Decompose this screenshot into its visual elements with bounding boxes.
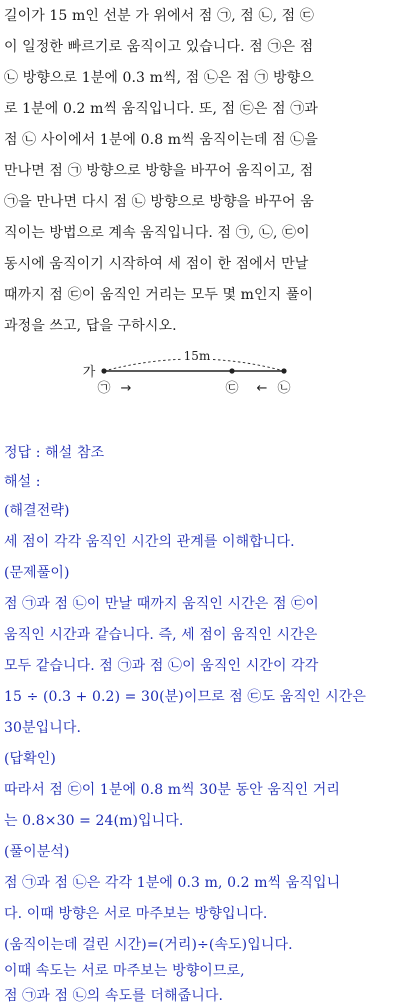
start-point bbox=[101, 368, 106, 373]
problem-line: ㉡ 방향으로 1분에 0.3 m씩, 점 ㉡은 점 ㉠ 방향으 bbox=[4, 70, 314, 86]
point-c-label: ㉢ bbox=[225, 381, 239, 396]
problem-line: ㉠을 만나면 다시 점 ㉡ 방향으로 방향을 바꾸어 움 bbox=[4, 194, 314, 210]
problem-line: 만나면 점 ㉠ 방향으로 방향을 바꾸어 움직이고, 점 bbox=[4, 163, 314, 179]
segment-figure bbox=[0, 345, 400, 405]
solve-line: 점 ㉠과 점 ㉡이 만날 때까지 움직인 시간은 점 ㉢이 bbox=[4, 596, 319, 612]
problem-line: 로 1분에 0.2 m씩 움직입니다. 또, 점 ㉢은 점 ㉠과 bbox=[4, 101, 318, 117]
problem-line: 이 일정한 빠르기로 움직이고 있습니다. 점 ㉠은 점 bbox=[4, 39, 314, 55]
answer-line: 정답 : 해설 참조 bbox=[4, 445, 105, 461]
solve-line: 모두 같습니다. 점 ㉠과 점 ㉡이 움직인 시간이 각각 bbox=[4, 658, 319, 674]
analysis-line: 이때 속도는 서로 마주보는 방향이므로, bbox=[4, 963, 245, 979]
explain-header: 해설 : bbox=[4, 474, 41, 490]
end-point bbox=[281, 368, 286, 373]
analysis-title: (풀이분석) bbox=[4, 844, 70, 860]
arrow-right-icon: → bbox=[120, 381, 132, 396]
confirm-title: (답확인) bbox=[4, 751, 56, 767]
analysis-line: (움직이는데 걸린 시간)=(거리)÷(속도)입니다. bbox=[4, 937, 293, 953]
problem-line: 점 ㉡ 사이에서 1분에 0.8 m씩 움직이는데 점 ㉡을 bbox=[4, 132, 318, 148]
arrow-left-icon: ← bbox=[256, 381, 268, 396]
solve-line: 30분입니다. bbox=[4, 720, 82, 736]
segment-diagram bbox=[0, 345, 400, 405]
problem-line: 과정을 쓰고, 답을 구하시오. bbox=[4, 318, 177, 334]
solve-line: 움직인 시간과 같습니다. 즉, 세 점이 움직인 시간은 bbox=[4, 627, 318, 643]
analysis-line: 다. 이때 방향은 서로 마주보는 방향입니다. bbox=[4, 906, 268, 922]
length-label: 15m bbox=[183, 349, 211, 363]
problem-line: 길이가 15 m인 선분 가 위에서 점 ㉠, 점 ㉡, 점 ㉢ bbox=[4, 8, 314, 24]
start-label: 가 bbox=[82, 365, 96, 380]
point-c-dot bbox=[229, 368, 234, 373]
problem-line: 때까지 점 ㉢이 움직인 거리는 모두 몇 m인지 풀이 bbox=[4, 287, 314, 303]
strategy-text: 세 점이 각각 움직인 시간의 관계를 이해합니다. bbox=[4, 534, 295, 550]
solve-line: 15 ÷ (0.3 + 0.2) = 30(분)이므로 점 ㉢도 움직인 시간은 bbox=[4, 689, 366, 705]
analysis-line: 점 ㉠과 점 ㉡의 속도를 더해줍니다. bbox=[4, 988, 223, 1004]
point-a-label: ㉠ bbox=[97, 381, 111, 396]
point-b-label: ㉡ bbox=[277, 381, 291, 396]
problem-line: 직이는 방법으로 계속 움직입니다. 점 ㉠, ㉡, ㉢이 bbox=[4, 225, 310, 241]
problem-line: 동시에 움직이기 시작하여 세 점이 한 점에서 만날 bbox=[4, 256, 309, 272]
analysis-line: 점 ㉠과 점 ㉡은 각각 1분에 0.3 m, 0.2 m씩 움직입니 bbox=[4, 875, 341, 891]
solve-title: (문제풀이) bbox=[4, 565, 70, 581]
strategy-title: (해결전략) bbox=[4, 503, 70, 519]
confirm-line: 따라서 점 ㉢이 1분에 0.8 m씩 30분 동안 움직인 거리 bbox=[4, 782, 340, 798]
confirm-line: 는 0.8×30 = 24(m)입니다. bbox=[4, 813, 184, 829]
